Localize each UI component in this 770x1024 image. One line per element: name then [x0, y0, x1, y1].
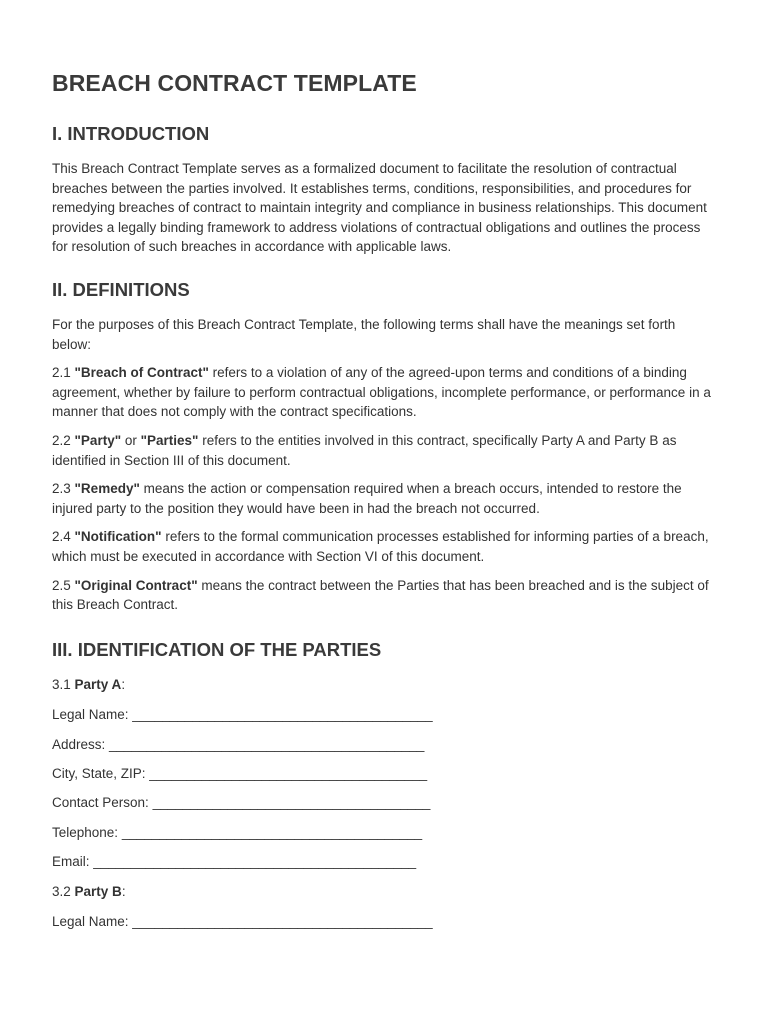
definition-text: means the action or compensation required when a breach occurs, intended to restore the injured party to the position they would have been in had the breach not occurred. — [52, 481, 682, 516]
blank-line[interactable]: _____________________________________ — [152, 795, 431, 811]
definition-item — [52, 576, 718, 615]
definition-text: refers to the entities involved in this contract, specifically Party A and Party B as identified in Section III of this document. — [52, 432, 677, 468]
definition-text: refers to a violation of any of the agreed-upon terms and conditions of a binding agreement, whether by failure to perform contractual obligations, incomplete performance, or performance in a manner that does not comply with the contract specifications. — [52, 365, 711, 420]
party-number: 3.2 — [52, 883, 75, 899]
blank-line[interactable]: ________________________________________ — [132, 914, 433, 930]
definitions-heading: II. DEFINITIONS — [52, 278, 190, 300]
blank-line[interactable]: _____________________________________ — [149, 766, 428, 782]
definition-number: 2.2 — [52, 432, 75, 448]
definition-number: 2.1 — [52, 365, 75, 381]
definition-term: "Notification" — [74, 529, 162, 545]
definition-term: "Original Contract" — [74, 577, 198, 593]
parties-section — [52, 639, 718, 932]
definition-item — [52, 431, 718, 470]
blank-line[interactable]: ___________________________________________ — [93, 854, 417, 870]
party-suffix: : — [121, 883, 126, 899]
contact-person-field[interactable] — [52, 793, 718, 812]
legal-name-field[interactable] — [52, 705, 718, 724]
introduction-body: This Breach Contract Template serves as a formalized document to facilitate the resolution of contractual breaches between the parties involved. It establishes terms, conditions, responsibilities, and procedures for remedying breaches of contract to maintain integrity and compliance in business relationships. This document provides a legally binding framework to address violations of contractual obligations and outlines the process for resolution of such breaches in accordance with applicable laws. — [52, 161, 707, 255]
definition-text: refers to the formal communication processes established for informing parties of a breach, which must be executed in accordance with Section VI of this document. — [52, 529, 709, 564]
field-label: Telephone: — [52, 824, 122, 840]
definition-item — [52, 363, 718, 422]
party-name: Party A — [74, 676, 122, 692]
field-label: Email: — [52, 854, 94, 870]
parties-heading: III. IDENTIFICATION OF THE PARTIES — [52, 638, 382, 660]
field-label: Contact Person: — [52, 795, 153, 811]
field-label: City, State, ZIP: — [52, 766, 150, 782]
party-b-heading — [52, 882, 718, 902]
definition-number: 2.4 — [52, 529, 75, 545]
definitions-section — [52, 279, 718, 615]
party-number: 3.1 — [52, 676, 75, 692]
definition-term: "Party" — [74, 432, 122, 448]
telephone-field[interactable] — [52, 823, 718, 842]
blank-line[interactable]: __________________________________________ — [109, 736, 425, 752]
email-field[interactable] — [52, 852, 718, 871]
definition-text: means the contract between the Parties that has been breached and is the subject of this Breach Contract. — [52, 577, 709, 613]
party-a-heading — [52, 675, 718, 695]
definition-item — [52, 479, 718, 518]
address-field[interactable] — [52, 735, 718, 754]
field-label: Address: — [52, 736, 110, 752]
definitions-lead: For the purposes of this Breach Contract Template, the following terms shall have the meanings set forth below: — [52, 316, 676, 352]
introduction-section — [52, 123, 718, 257]
definition-number: 2.3 — [52, 481, 75, 497]
definition-connector: or — [121, 432, 141, 448]
definition-term: "Remedy" — [74, 481, 140, 497]
field-label: Legal Name: — [52, 707, 133, 723]
field-label: Legal Name: — [52, 914, 133, 930]
blank-line[interactable]: ________________________________________ — [121, 824, 423, 840]
document-title: BREACH CONTRACT TEMPLATE — [52, 70, 417, 96]
definition-term: "Breach of Contract" — [74, 365, 209, 381]
definition-number: 2.5 — [52, 577, 75, 593]
city-state-zip-field[interactable] — [52, 764, 718, 783]
introduction-heading: I. INTRODUCTION — [52, 123, 210, 144]
party-name: Party B — [74, 883, 122, 899]
definition-term-alt: "Parties" — [140, 432, 199, 448]
definition-item — [52, 527, 718, 566]
blank-line[interactable]: ________________________________________ — [132, 707, 433, 723]
party-suffix: : — [121, 676, 126, 692]
legal-name-field[interactable] — [52, 912, 718, 931]
